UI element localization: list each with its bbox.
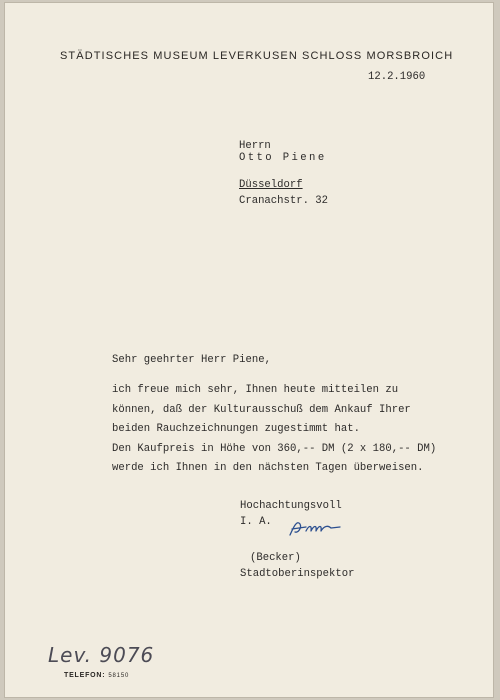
i-a-abbreviation: I. A. (240, 516, 272, 528)
valediction: Hochachtungsvoll (240, 500, 342, 512)
inventory-number: Lev. 9076 (48, 643, 155, 667)
letterhead: STÄDTISCHES MUSEUM LEVERKUSEN SCHLOSS MORSBROICH (60, 50, 454, 62)
letter-date: 12.2.1960 (368, 71, 426, 83)
letter-sheet (4, 2, 494, 698)
recipient-name: Otto Piene (239, 152, 327, 164)
telefon-number: 58150 (108, 673, 130, 679)
recipient-city: Düsseldorf (239, 179, 303, 191)
body-line: Den Kaufpreis in Höhe von 360,-- DM (2 x 180,-- DM) (112, 443, 437, 455)
recipient-salutation-line: Herrn (239, 140, 271, 152)
body-line: werde ich Ihnen in den nächsten Tagen überweisen. (112, 462, 424, 474)
recipient-street: Cranachstr. 32 (239, 195, 329, 207)
signer-name: (Becker) (250, 552, 301, 564)
signer-title: Stadtoberinspektor (240, 568, 355, 580)
handwritten-signature (286, 516, 348, 540)
telefon-label: TELEFON: (64, 672, 106, 679)
body-line: beiden Rauchzeichnungen zugestimmt hat. (112, 423, 360, 435)
body-line: können, daß der Kulturausschuß dem Ankauf Ihrer (112, 404, 411, 416)
body-line: ich freue mich sehr, Ihnen heute mitteilen zu (112, 384, 399, 396)
telefon-footer (64, 672, 129, 679)
salutation: Sehr geehrter Herr Piene, (112, 354, 271, 366)
